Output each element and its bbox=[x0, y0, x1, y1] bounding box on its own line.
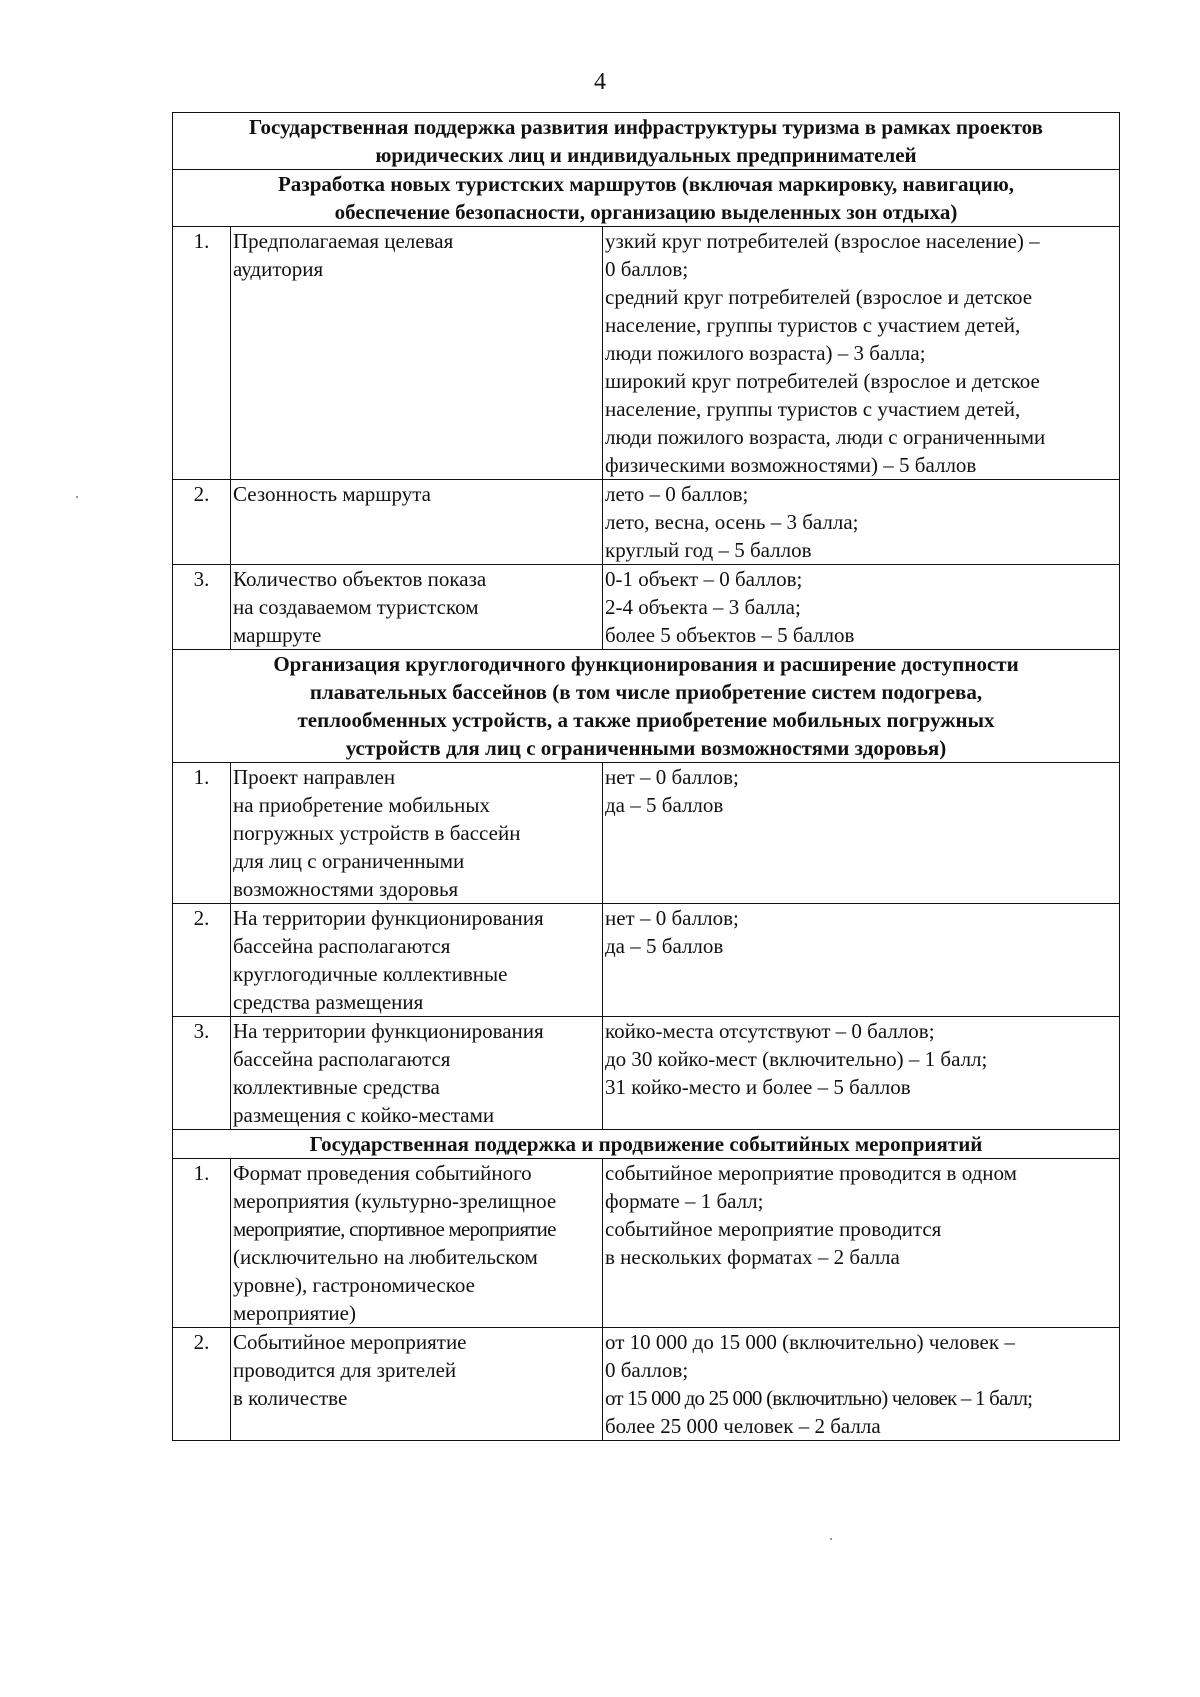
row-number: 2. bbox=[173, 1328, 231, 1441]
row-number: 3. bbox=[173, 565, 231, 650]
section-title: Организация круглогодичного функционирования и расширение доступности плавательных бассейнов (в том числе приобретение систем подогрева, теплообменных устройств, а также приобретение мобильных погружных устройств для лиц с ограниченными возможностями здоровья) bbox=[173, 650, 1120, 763]
table-row bbox=[173, 1328, 1120, 1441]
section-header bbox=[173, 113, 1120, 170]
row-number: 2. bbox=[173, 904, 231, 1017]
table-row bbox=[173, 904, 1120, 1017]
scoring-cell: нет – 0 баллов; да – 5 баллов bbox=[603, 763, 1120, 904]
scoring-cell: 0-1 объект – 0 баллов; 2-4 объекта – 3 балла; более 5 объектов – 5 баллов bbox=[603, 565, 1120, 650]
section-header bbox=[173, 650, 1120, 763]
scan-speck bbox=[830, 1538, 832, 1540]
criterion-cell: Количество объектов показа на создаваемом туристском маршруте bbox=[231, 565, 603, 650]
row-number: 1. bbox=[173, 1159, 231, 1328]
scoring-cell: от 10 000 до 15 000 (включительно) человек – 0 баллов; от 15 000 до 25 000 (включитльно) человек – 1 балл; более 25 000 человек – 2 балла bbox=[603, 1328, 1120, 1441]
scoring-cell: узкий круг потребителей (взрослое население) – 0 баллов; средний круг потребителей (взрослое и детское население, группы туристов с участием детей, люди пожилого возраста) – 3 балла; широкий круг потребителей (взрослое и детское население, группы туристов с участием детей, люди пожилого возраста, люди с ограниченными физическими возможностями) – 5 баллов bbox=[603, 227, 1120, 480]
table-row bbox=[173, 763, 1120, 904]
row-number: 2. bbox=[173, 480, 231, 565]
table-row bbox=[173, 480, 1120, 565]
table-row bbox=[173, 1017, 1120, 1130]
table-row bbox=[173, 227, 1120, 480]
section-title: Государственная поддержка развития инфраструктуры туризма в рамках проектов юридических лиц и индивидуальных предпринимателей bbox=[173, 113, 1120, 170]
section-title: Государственная поддержка и продвижение событийных мероприятий bbox=[173, 1130, 1120, 1159]
row-number: 3. bbox=[173, 1017, 231, 1130]
scoring-cell: событийное мероприятие проводится в одном формате – 1 балл; событийное мероприятие проводится в нескольких форматах – 2 балла bbox=[603, 1159, 1120, 1328]
criterion-cell: Предполагаемая целевая аудитория bbox=[231, 227, 603, 480]
scoring-cell: нет – 0 баллов; да – 5 баллов bbox=[603, 904, 1120, 1017]
row-number: 1. bbox=[173, 763, 231, 904]
scoring-cell: лето – 0 баллов; лето, весна, осень – 3 балла; круглый год – 5 баллов bbox=[603, 480, 1120, 565]
table-row bbox=[173, 1159, 1120, 1328]
scoring-cell: койко-места отсутствуют – 0 баллов; до 30 койко-мест (включительно) – 1 балл; 31 койко-место и более – 5 баллов bbox=[603, 1017, 1120, 1130]
criterion-cell: На территории функционирования бассейна располагаются коллективные средства размещения с койко-местами bbox=[231, 1017, 603, 1130]
section-title: Разработка новых туристских маршрутов (включая маркировку, навигацию, обеспечение безопасности, организацию выделенных зон отдыха) bbox=[173, 170, 1120, 227]
section-header bbox=[173, 1130, 1120, 1159]
scan-speck bbox=[76, 496, 78, 498]
row-number: 1. bbox=[173, 227, 231, 480]
table-row bbox=[173, 565, 1120, 650]
section-header bbox=[173, 170, 1120, 227]
criterion-cell: Сезонность маршрута bbox=[231, 480, 603, 565]
page-number: 4 bbox=[594, 69, 606, 95]
criterion-cell: Проект направлен на приобретение мобильных погружных устройств в бассейн для лиц с ограниченными возможностями здоровья bbox=[231, 763, 603, 904]
criterion-cell: Событийное мероприятие проводится для зрителей в количестве bbox=[231, 1328, 603, 1441]
criterion-cell: На территории функционирования бассейна располагаются круглогодичные коллективные средства размещения bbox=[231, 904, 603, 1017]
criterion-cell: Формат проведения событийного мероприятия (культурно-зрелищное мероприятие, спортивное мероприятие (исключительно на любительском уровне), гастрономическое мероприятие) bbox=[231, 1159, 603, 1328]
criteria-table bbox=[172, 112, 1120, 1441]
